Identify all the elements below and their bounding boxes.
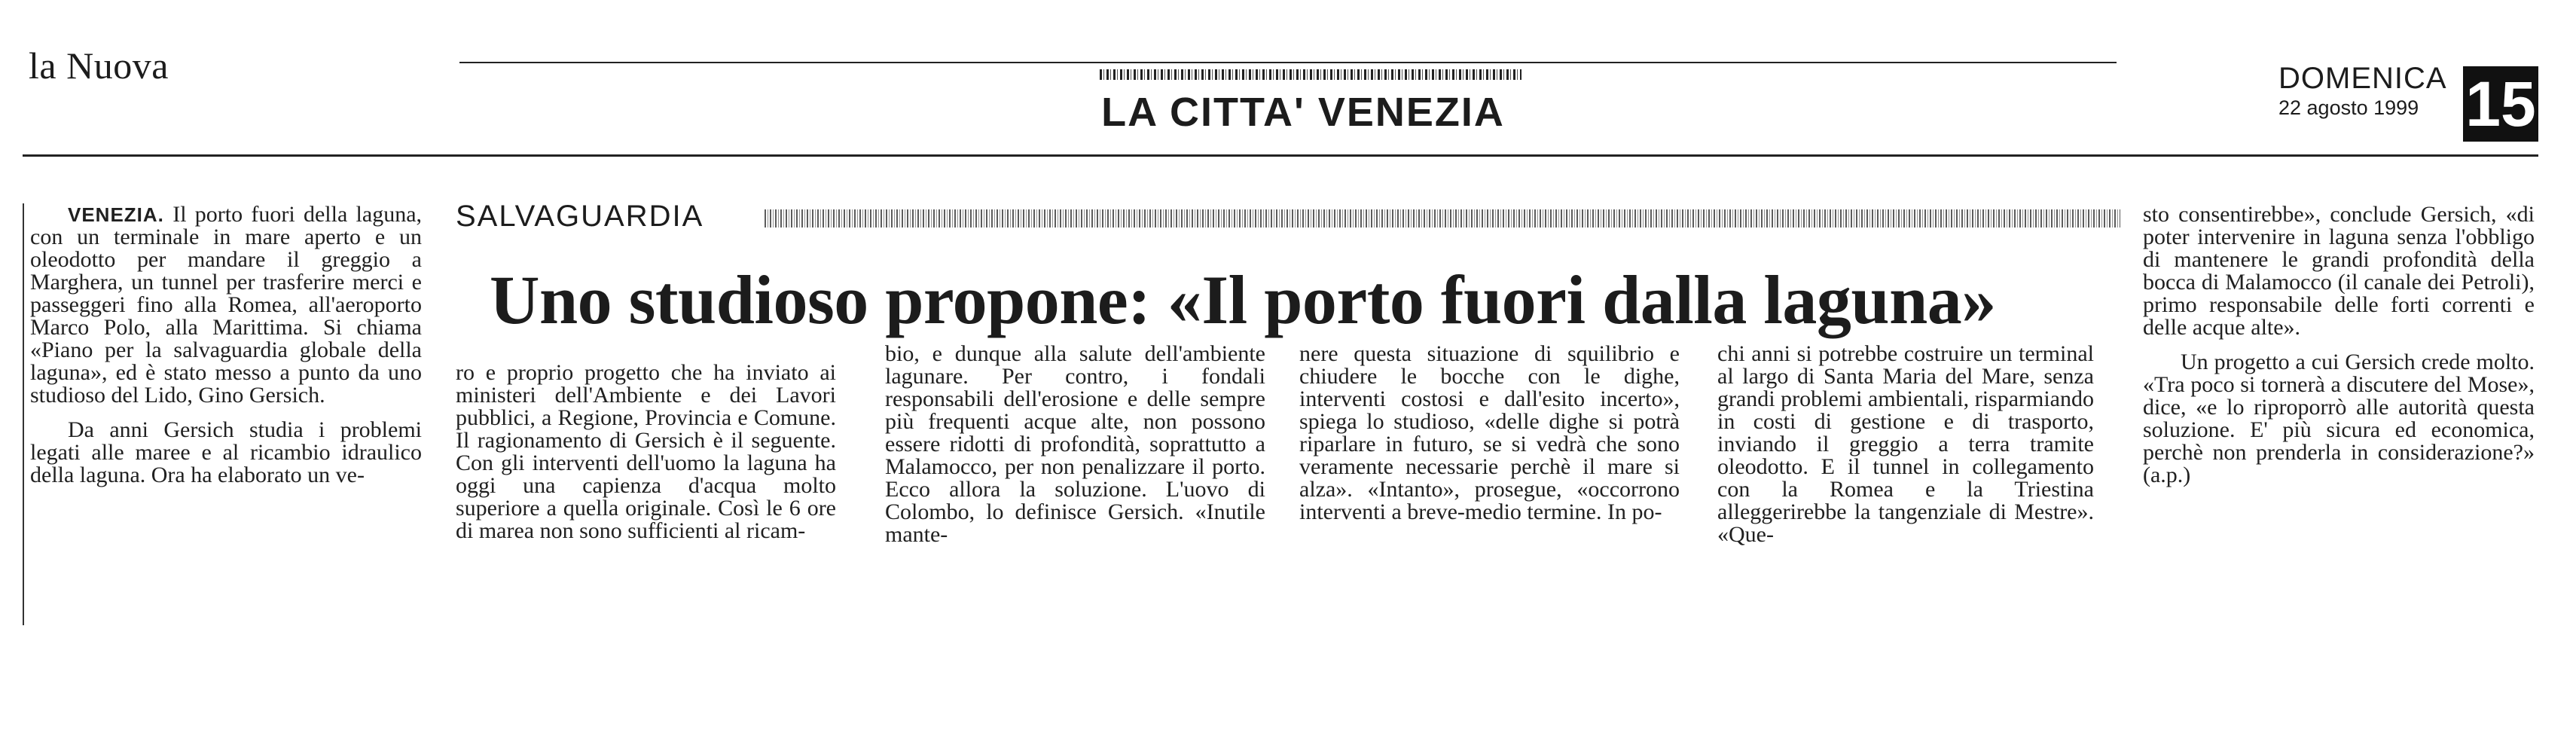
sidebar-paragraph: [30, 203, 422, 407]
issue-weekday: DOMENICA: [2278, 62, 2447, 95]
column-5-text-1: sto consentirebbe», conclude Gersich, «di poter intervenire in laguna senza l'obbligo di mantenere le grandi profondità della bocca di Malamocco (il canale dei Petroli), primo responsabile delle forti correnti e delle acque alte».: [2143, 202, 2535, 340]
kicker-ornament: [765, 209, 2120, 227]
header-rule-bottom: [23, 154, 2538, 157]
dateline: VENEZIA.: [68, 203, 164, 226]
article-column-1: [456, 362, 836, 542]
article-column-3: [1299, 343, 1680, 524]
section-title: LA CITTA' VENEZIA: [1101, 90, 1505, 135]
page-number-badge: 15: [2463, 66, 2538, 142]
sidebar-rule: [23, 203, 24, 625]
article-headline: Uno studioso propone: «Il porto fuori dalla laguna»: [490, 261, 1996, 338]
sidebar-text-2: Da anni Gersich studia i problemi legati alle maree e al ricambio idraulico della laguna. Ora ha elaborato un ve-: [30, 417, 422, 487]
header-ornament: [1100, 69, 1521, 80]
column-3-text: nere questa situazione di squilibrio e chiudere le bocche con le dighe, interventi costosi e dall'esito incerto», spiega lo studioso, «delle dighe si potrà riparlare in futuro, se si vedrà che sono veramente necessarie perchè il mare si alza». «Intanto», prosegue, «occorrono interventi a breve-medio termine. In po-: [1299, 341, 1680, 524]
sidebar-text-1: Il porto fuori della laguna, con un terminale in mare aperto e un oleodotto per mandare il greggio a Marghera, un tunnel per trasferire merci e passeggeri fino alla Romea, all'aeroporto Marco Polo, alla Marittima. Si chiama «Piano per la salvaguardia globale della laguna», ed è stato messo a punto da uno studioso del Lido, Gino Gersich.: [30, 202, 423, 408]
column-4-text: chi anni si potrebbe costruire un terminal al largo di Santa Maria del Mare, senza grandi problemi ambientali, risparmiando in costi di gestione e di trasporto, inviando il greggio a terra tramite oleodotto. E il tunnel in collegamento con la Romea e la Triestina alleggerirebbe la tangenziale di Mestre». «Que-: [1717, 341, 2094, 547]
newspaper-masthead: la Nuova: [29, 44, 169, 87]
column-5-text-2: Un progetto a cui Gersich crede molto. «Tra poco si tornerà a discutere del Mose», dice, «e lo riproporrò alle autorità questa soluzione. E' più sicura ed economica, perchè non prenderla in considerazione?» (a.p.): [2143, 350, 2535, 487]
issue-date: 22 agosto 1999: [2278, 96, 2419, 119]
article-column-4: [1717, 343, 2094, 546]
article-sidebar-column: [30, 203, 422, 487]
column-2-text: bio, e dunque alla salute dell'ambiente lagunare. Per contro, i fondali responsabili dell'erosione e delle sempre più frequenti acque alte, non possono essere ridotti di profondità, soprattutto a Malamocco, per non penalizzare il porto. Ecco allora la soluzione. L'uovo di Colombo, lo definisce Gersich. «Inutile mante-: [885, 341, 1265, 547]
header-rule-top: [459, 62, 2117, 63]
article-column-2: [885, 343, 1265, 546]
article-kicker: SALVAGUARDIA: [456, 200, 704, 233]
column-1-text: ro e proprio progetto che ha inviato ai ministeri dell'Ambiente e dei Lavori pubblici, a Regione, Provincia e Comune. Il ragionamento di Gersich è il seguente. Con gli interventi dell'uomo la laguna ha oggi una capienza d'acqua molto superiore a quella originale. Così le 6 ore di marea non sono sufficienti al ricam-: [456, 360, 836, 543]
article-column-5: [2143, 203, 2535, 487]
